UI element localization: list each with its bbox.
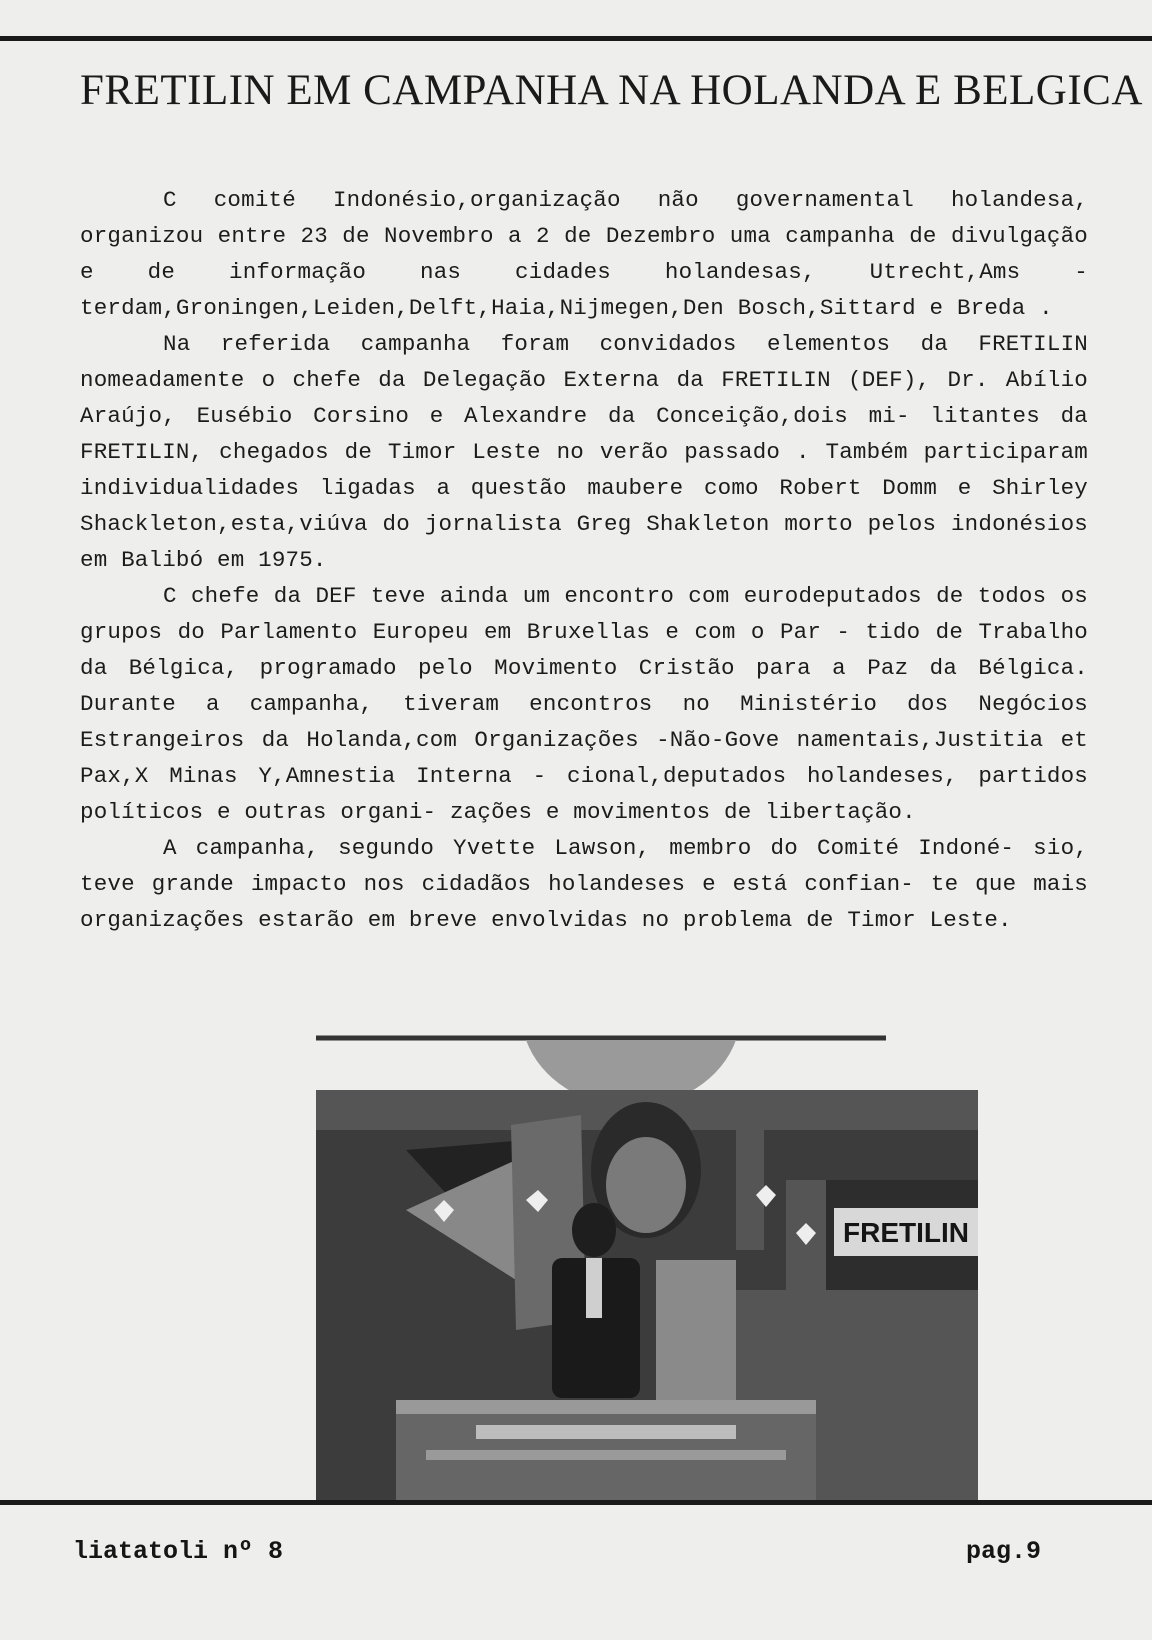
- article-paragraph: C comité Indonésio,organização não governamental holandesa, organizou entre 23 de Novembro a 2 de Dezembro uma campanha de divulgação e de informação nas cidades holandesas, Utrecht,Ams - terdam,Groningen,Leiden,Delft,Haia,Nijmegen,Den Bosch,Sittard e Breda .: [80, 187, 1088, 321]
- article-title: FRETILIN EM CAMPANHA NA HOLANDA E BELGICA: [80, 67, 1143, 114]
- event-photo: [316, 1030, 978, 1502]
- bottom-rule: [0, 1500, 1152, 1505]
- flag-text: FRETILIN: [843, 1217, 969, 1248]
- publication-footer: liatatoli nº 8: [73, 1537, 284, 1566]
- article-paragraph: C chefe da DEF teve ainda um encontro com eurodeputados de todos os grupos do Parlamento Europeu em Bruxellas e com o Par - tido de Trabalho da Bélgica, programado pelo Movimento Cristão para a Paz da Bélgica. Durante a campanha, tiveram encontros no Ministério dos Negócios Estrangeiros da Holanda,com Organizações -Não-Gove namentais,Justitia et Pax,X Minas Y,Amnestia Interna - cional,deputados holandeses, partidos políticos e outras organi- zações e movimentos de libertação.: [80, 583, 1088, 825]
- page-number: pag.9: [966, 1537, 1042, 1566]
- top-rule: [0, 36, 1152, 41]
- article-paragraph: Na referida campanha foram convidados elementos da FRETILIN nomeadamente o chefe da Delegação Externa da FRETILIN (DEF), Dr. Abílio Araújo, Eusébio Corsino e Alexandre da Conceição,dois mi- litantes da FRETILIN, chegados de Timor Leste no verão passado . Também participaram individualidades ligadas a questão maubere como Robert Domm e Shirley Shackleton,esta,viúva do jornalista Greg Shakleton morto pelos indonésios em Balibó em 1975.: [80, 331, 1088, 573]
- article-body: [80, 182, 1088, 938]
- speaker: [572, 1203, 616, 1257]
- article-paragraph: A campanha, segundo Yvette Lawson, membro do Comité Indoné- sio, teve grande impacto nos cidadãos holandeses e está confian- te que mais organizações estarão em breve envolvidas no problema de Timor Leste.: [80, 835, 1088, 933]
